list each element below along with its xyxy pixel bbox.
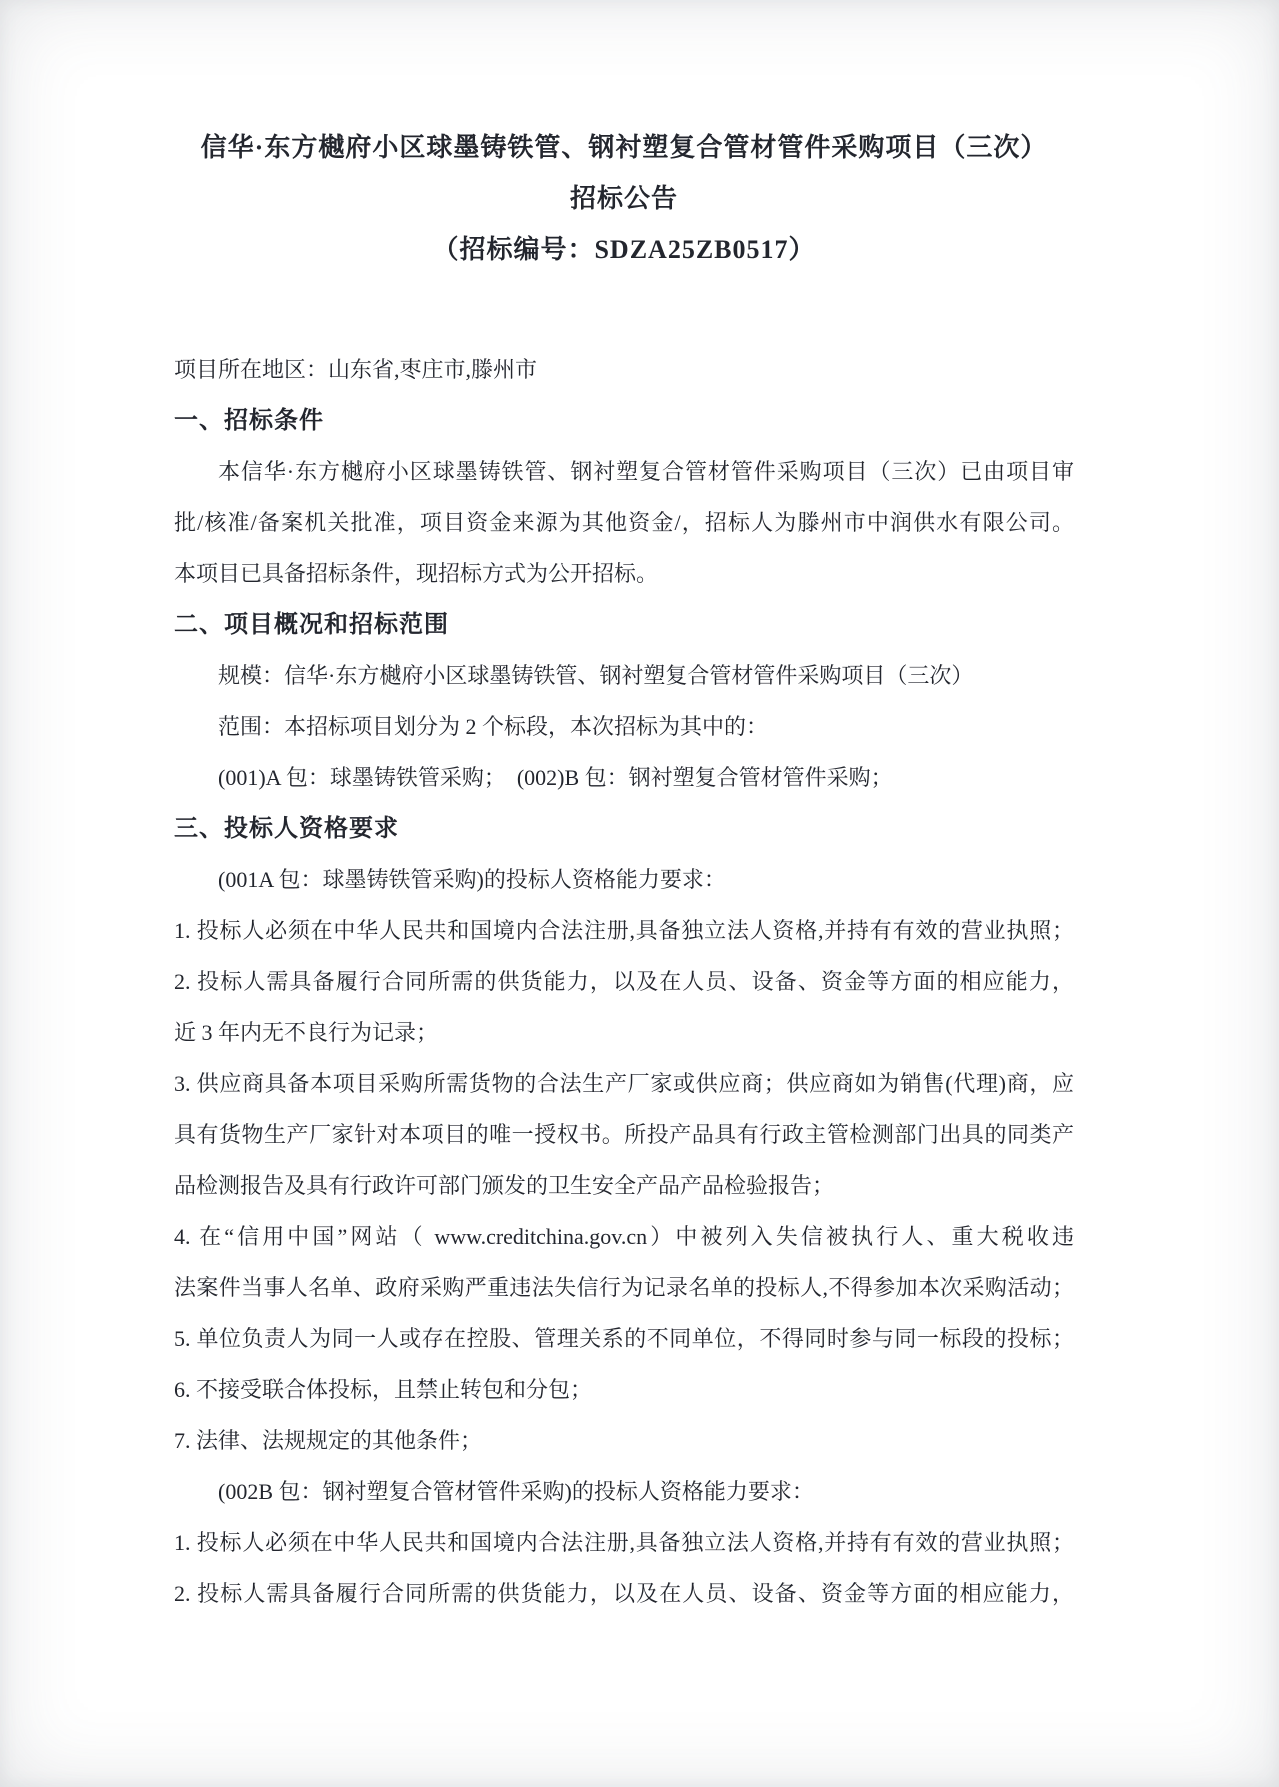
title-block: [174, 122, 1074, 275]
requirement-item: 5. 单位负责人为同一人或存在控股、管理关系的不同单位，不得同时参与同一标段的投标；: [174, 1326, 1074, 1351]
packages-line: (001)A 包：球墨铸铁管采购； (002)B 包：钢衬塑复合管材管件采购；: [218, 765, 893, 790]
tender-number-line: （招标编号：SDZA25ZB0517）: [432, 235, 816, 264]
body-block: [174, 344, 1074, 1619]
paragraph-line: 本信华·东方樾府小区球墨铸铁管、钢衬塑复合管材管件采购项目（三次）已由项目审: [218, 459, 1074, 484]
scale-line: 规模：信华·东方樾府小区球墨铸铁管、钢衬塑复合管材管件采购项目（三次）: [218, 663, 974, 688]
requirement-item: 2. 投标人需具备履行合同所需的供货能力，以及在人员、设备、资金等方面的相应能力，: [174, 969, 1074, 994]
package-b-requirements-title: (002B 包：钢衬塑复合管材管件采购)的投标人资格能力要求：: [218, 1479, 814, 1504]
project-title: 信华·东方樾府小区球墨铸铁管、钢衬塑复合管材管件采购项目（三次）: [200, 133, 1048, 162]
section-1-heading: 一、招标条件: [174, 407, 324, 434]
section-2-heading: 二、项目概况和招标范围: [174, 611, 449, 638]
package-a-requirements-title: (001A 包：球墨铸铁管采购)的投标人资格能力要求：: [218, 867, 726, 892]
requirement-item: 4. 在“信用中国”网站（ www.creditchina.gov.cn）中被列入失信被执行人、重大税收违: [174, 1224, 1074, 1249]
requirement-item: 1. 投标人必须在中华人民共和国境内合法注册,具备独立法人资格,并持有有效的营业执照；: [174, 918, 1074, 943]
project-location: 项目所在地区：山东省,枣庄市,滕州市: [174, 357, 538, 382]
requirement-item: 6. 不接受联合体投标，且禁止转包和分包；: [174, 1377, 593, 1402]
paragraph-line: 批/核准/备案机关批准，项目资金来源为其他资金/，招标人为滕州市中润供水有限公司。: [174, 510, 1074, 535]
paragraph-line: 本项目已具备招标条件，现招标方式为公开招标。: [174, 561, 659, 586]
requirement-item: 7. 法律、法规规定的其他条件；: [174, 1428, 483, 1453]
requirement-item-continuation: 具有货物生产厂家针对本项目的唯一授权书。所投产品具有行政主管检测部门出具的同类产: [174, 1122, 1074, 1147]
section-3-heading: 三、投标人资格要求: [174, 815, 399, 842]
scope-line: 范围：本招标项目划分为 2 个标段，本次招标为其中的：: [218, 714, 769, 739]
requirement-item: 3. 供应商具备本项目采购所需货物的合法生产厂家或供应商；供应商如为销售(代理)商，应: [174, 1071, 1074, 1096]
requirement-item: 1. 投标人必须在中华人民共和国境内合法注册,具备独立法人资格,并持有有效的营业执照；: [174, 1530, 1074, 1555]
announcement-title: 招标公告: [569, 184, 678, 213]
requirement-item-continuation: 法案件当事人名单、政府采购严重违法失信行为记录名单的投标人,不得参加本次采购活动；: [174, 1275, 1074, 1300]
requirement-item: 2. 投标人需具备履行合同所需的供货能力，以及在人员、设备、资金等方面的相应能力，: [174, 1581, 1074, 1606]
requirement-item-continuation: 品检测报告及具有行政许可部门颁发的卫生安全产品产品检验报告；: [174, 1173, 835, 1198]
requirement-item-continuation: 近 3 年内无不良行为记录；: [174, 1020, 439, 1045]
